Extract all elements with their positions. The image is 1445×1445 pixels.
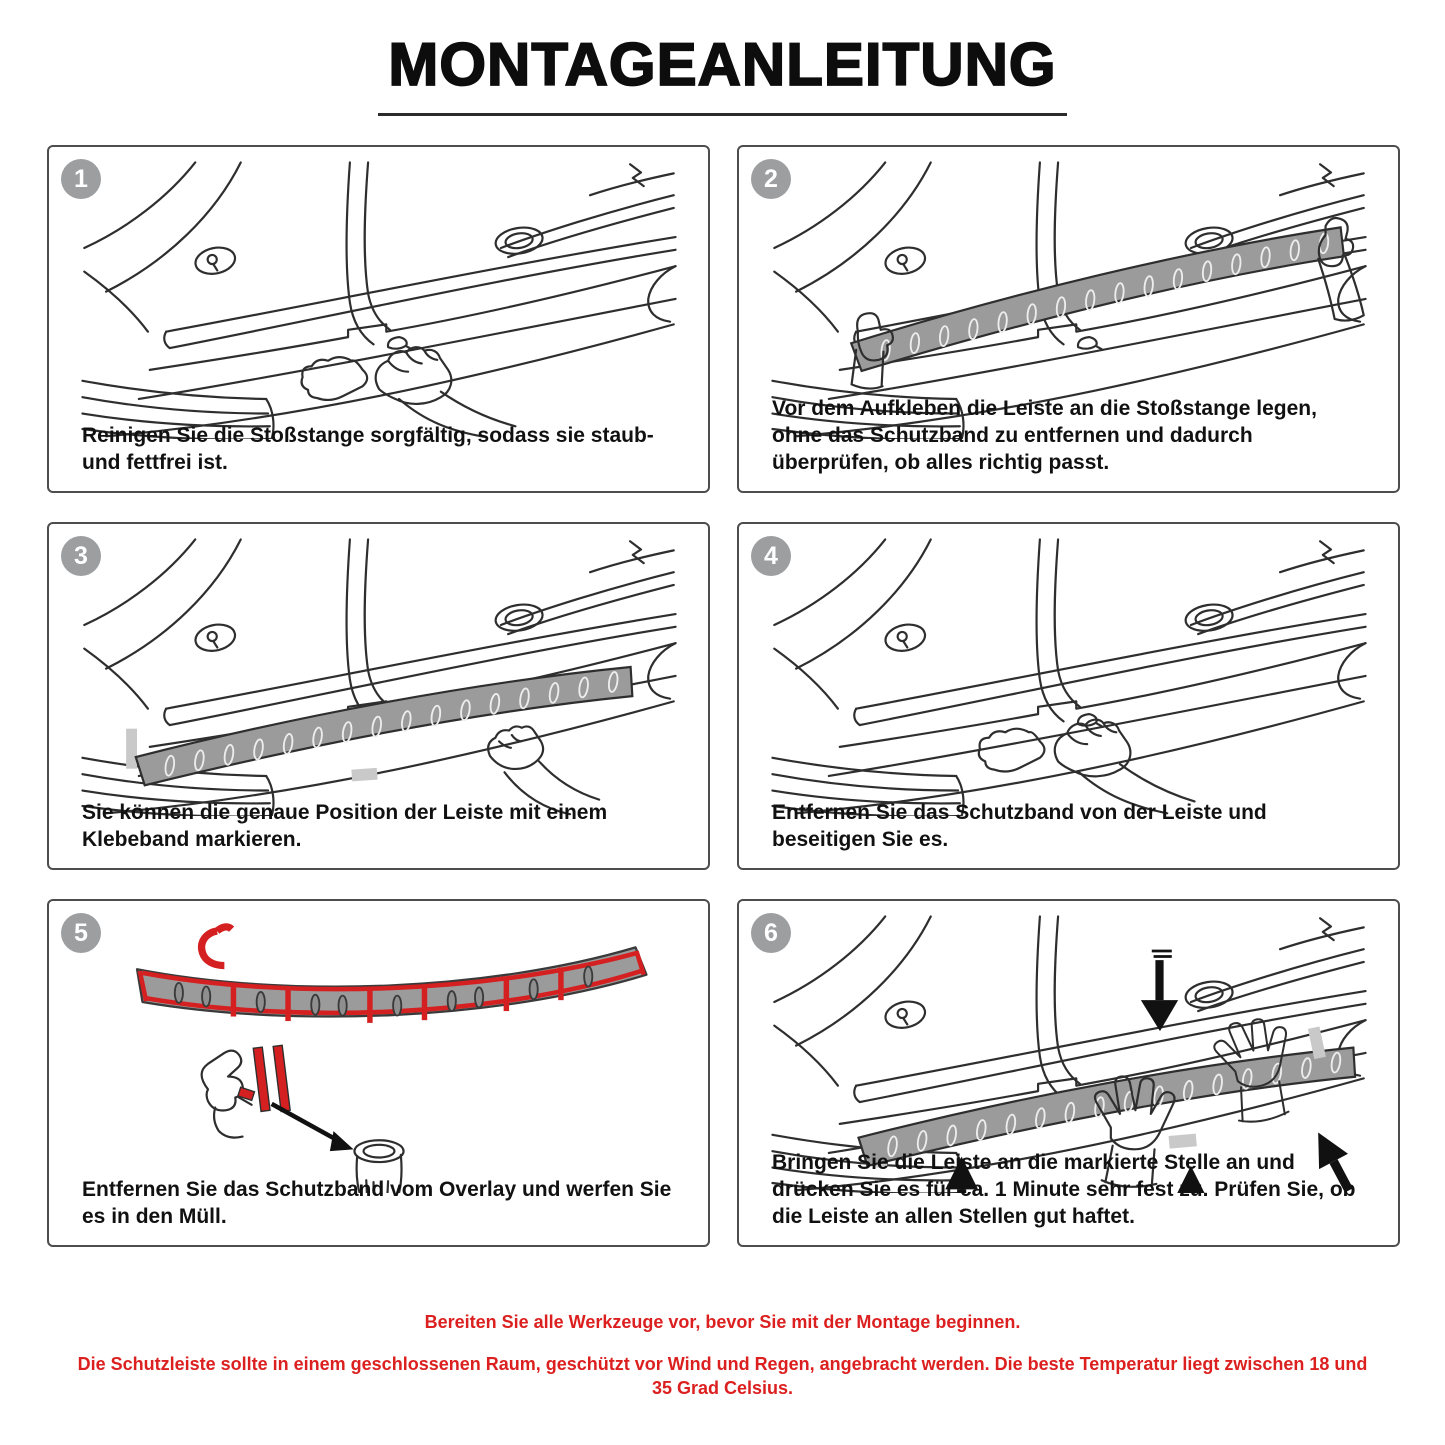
step-number-badge: 1 <box>61 159 101 199</box>
page-title: MONTAGEANLEITUNG <box>378 30 1066 116</box>
step-panel-1 <box>47 145 710 493</box>
step-number-badge: 5 <box>61 913 101 953</box>
tape-mark <box>126 729 137 769</box>
page-title-wrap <box>0 30 1445 116</box>
down-arrow-icon <box>1141 951 1178 1031</box>
footer-note-tools: Bereiten Sie alle Werkzeuge vor, bevor Sie mit der Montage beginnen. <box>424 1312 1021 1332</box>
peeling-hand-icon <box>979 720 1195 814</box>
footer-note-conditions: Die Schutzleiste sollte in einem geschlossenen Raum, geschützt vor Wind und Regen, angebracht werden. Die beste Temperatur liegt zwischen 18 und 35 Grad Celsius. <box>77 1354 1368 1399</box>
step-number-badge: 2 <box>751 159 791 199</box>
tape-mark <box>1169 1134 1197 1149</box>
step-1-illustration <box>73 157 685 439</box>
tape-mark <box>351 768 377 782</box>
step-number-badge: 3 <box>61 536 101 576</box>
discard-hand-icon <box>202 1045 354 1151</box>
step-caption: Entfernen Sie das Schutzband vom Overlay und werfen Sie es in den Müll. <box>82 1178 672 1229</box>
step-3-illustration <box>73 534 685 816</box>
step-panel-3 <box>47 522 710 870</box>
step-panel-6 <box>737 899 1400 1247</box>
step-panel-2 <box>737 145 1400 493</box>
step-number-badge: 4 <box>751 536 791 576</box>
step-panel-4 <box>737 522 1400 870</box>
step-number-badge: 6 <box>751 913 791 953</box>
step-5-illustration <box>73 911 685 1193</box>
step-caption: Sie können die genaue Position der Leiste mit einem Klebeband markieren. <box>82 801 608 852</box>
step-caption: Reinigen Sie die Stoßstange sorgfältig, sodass sie staub- und fettfrei ist. <box>82 424 654 475</box>
step-caption: Entfernen Sie das Schutzband von der Leiste und beseitigen Sie es. <box>772 801 1267 852</box>
step-panel-5 <box>47 899 710 1247</box>
step-4-illustration <box>763 534 1375 816</box>
red-liner-curl <box>202 927 232 966</box>
red-strip-overlay <box>137 927 646 1023</box>
step-caption: Vor dem Aufkleben die Leiste an die Stoßstange legen, ohne das Schutzband zu entfernen und dadurch überprüfen, ob alles richtig passt. <box>772 397 1317 475</box>
step-caption: Bringen Sie die Leiste an die markierte Stelle an und drücken Sie es für ca. 1 Minute sehr fest zu. Prüfen Sie, ob die Leiste an allen Stellen gut haftet. <box>772 1151 1356 1229</box>
